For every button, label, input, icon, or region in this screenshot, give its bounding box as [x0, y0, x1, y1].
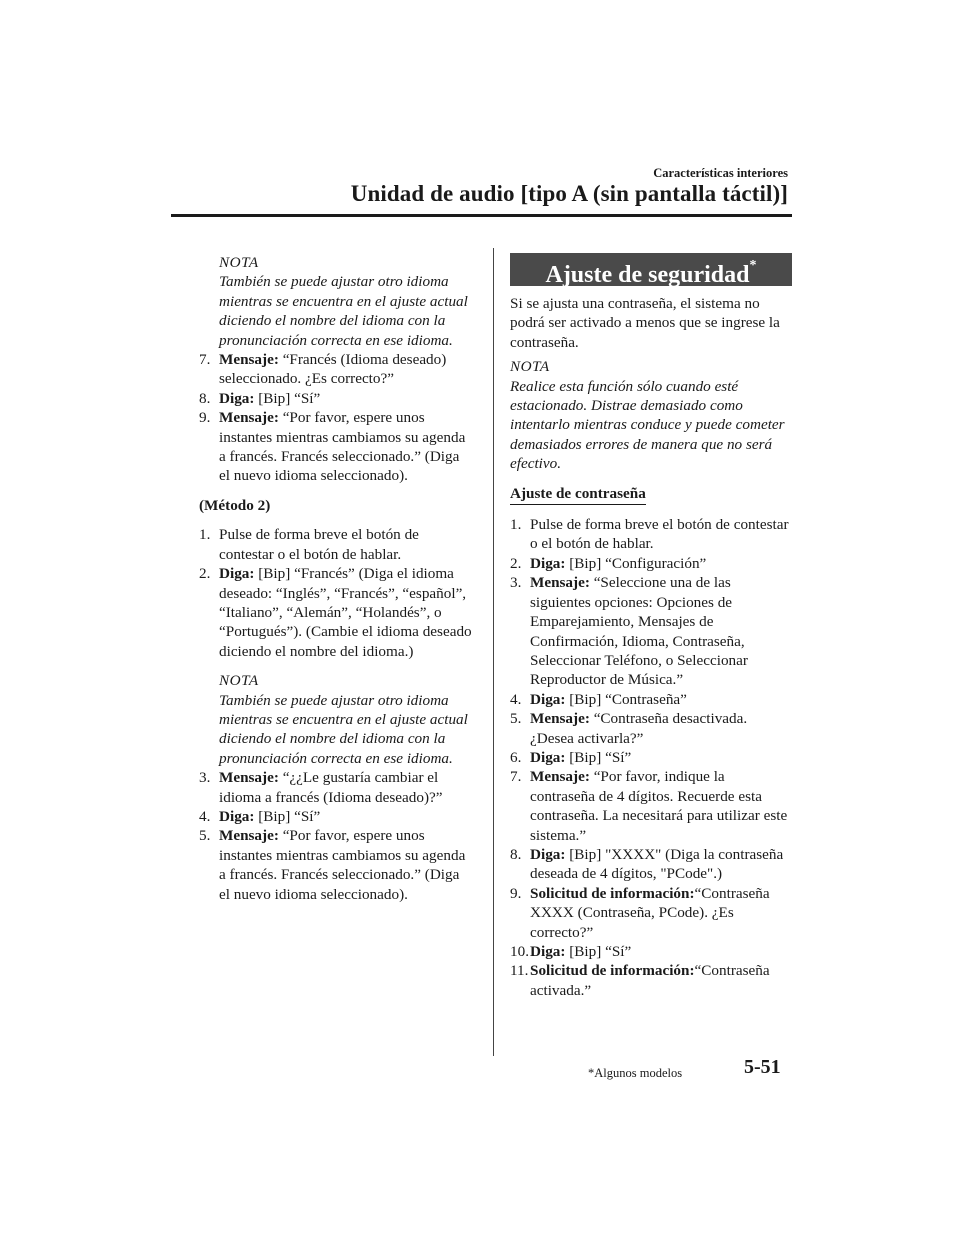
column-divider [493, 248, 494, 1056]
item-label: Diga: [219, 565, 255, 583]
item-number: 4. [199, 807, 211, 825]
item-number: 5. [199, 827, 211, 845]
item-number: 8. [199, 389, 211, 407]
note-block [219, 253, 473, 350]
item-number: 8. [510, 845, 522, 863]
list-item [199, 350, 473, 389]
item-text: “Por favor, espere unos instantes mientras cambiamos su agenda a francés. Francés seleccionado.” (Diga el nuevo idioma seleccionado). [219, 409, 466, 485]
item-label: Mensaje: [219, 769, 279, 787]
note-text: También se puede ajustar otro idioma mientras se encuentra en el ajuste actual diciendo el nombre del idioma con la pronunciación correcta en ese idioma. [219, 691, 468, 767]
method-heading: (Método 2) [199, 496, 271, 514]
note-label: NOTA [510, 358, 550, 376]
item-number: 4. [510, 690, 522, 708]
item-label: Diga: [219, 807, 255, 825]
list-item [199, 826, 473, 904]
item-text: “Seleccione una de las siguientes opciones: Opciones de Emparejamiento, Mensajes de Confirmación, Idioma, Contraseña, Seleccionar Teléfono, o Seleccionar Reproductor de Música.” [530, 574, 748, 689]
item-text: “Contraseña XXXX (Contraseña, PCode). ¿Es correcto?” [530, 884, 770, 941]
item-label: Diga: [219, 389, 255, 407]
banner-title: Ajuste de seguridad [545, 262, 750, 288]
note-block [510, 357, 792, 473]
item-text: “Por favor, indique la contraseña de 4 dígitos. Recuerde esta contraseña. La necesitará para utilizar este sistema.” [530, 768, 788, 844]
banner-asterisk: * [749, 258, 757, 273]
list-item [510, 961, 792, 1000]
item-number: 7. [510, 768, 522, 786]
list-item [199, 525, 473, 564]
item-text: “Contraseña desactivada. ¿Desea activarla?” [530, 710, 748, 747]
list-item [199, 564, 473, 661]
note-text: Realice esta función sólo cuando esté estacionado. Distrae demasiado como intentarlo mientras conduce y puede cometer demasiados errores de manera que no será efectivo. [510, 377, 785, 473]
note-text: También se puede ajustar otro idioma mientras se encuentra en el ajuste actual diciendo el nombre del idioma con la pronunciación correcta en ese idioma. [219, 273, 468, 349]
list-item [510, 767, 792, 845]
item-number: 9. [199, 409, 211, 427]
item-number: 7. [199, 351, 211, 369]
item-text: Pulse de forma breve el botón de contestar o el botón de hablar. [530, 516, 789, 553]
sub-heading: Ajuste de contraseña [510, 484, 646, 505]
item-label: Mensaje: [219, 409, 279, 427]
list-item [199, 389, 473, 408]
note-label: NOTA [219, 672, 259, 690]
item-label: Solicitud de información: [530, 884, 695, 902]
list-item [510, 845, 792, 884]
item-text: [Bip] “Francés” (Diga el idioma deseado: “Inglés”, “Francés”, “español”, “Italiano”, “Alemán”, “Holandés”, o “Portugués”). (Cambie el idioma deseado diciendo el nombre del idioma.) [219, 565, 472, 660]
list-item [510, 554, 792, 573]
list-item [199, 807, 473, 826]
item-number: 2. [199, 565, 211, 583]
list-item [510, 573, 792, 689]
right-column [510, 253, 792, 1000]
item-label: Diga: [530, 943, 566, 960]
footnote: *Algunos modelos [588, 1066, 683, 1080]
item-number: 3. [199, 769, 211, 787]
item-text: [Bip] "XXXX" (Diga la contraseña deseada de 4 dígitos, "PCode".) [530, 845, 784, 883]
item-text: [Bip] “Sí” [254, 389, 321, 407]
item-number: 6. [510, 748, 522, 766]
list-item [199, 768, 473, 807]
item-label: Mensaje: [530, 768, 590, 786]
item-label: Mensaje: [219, 351, 279, 369]
page-number: 5-51 [744, 1056, 781, 1078]
list-item [510, 515, 792, 554]
item-label: Diga: [530, 845, 566, 863]
list-item [510, 942, 792, 961]
list-item [510, 748, 792, 767]
item-text: [Bip] “Contraseña” [565, 690, 687, 708]
item-text: “Por favor, espere unos instantes mientras cambiamos su agenda a francés. Francés seleccionado.” (Diga el nuevo idioma seleccionado). [219, 827, 466, 903]
item-label: Solicitud de información: [530, 962, 695, 980]
item-text: [Bip] “Sí” [565, 748, 632, 766]
header-rule [171, 214, 792, 217]
item-text: Pulse de forma breve el botón de contestar o el botón de hablar. [219, 526, 419, 563]
item-number: 1. [199, 526, 211, 544]
item-label: Diga: [530, 748, 566, 766]
item-number: 9. [510, 884, 522, 902]
list-item [199, 408, 473, 486]
item-label: Mensaje: [219, 827, 279, 845]
item-text: “Contraseña activada.” [530, 962, 770, 999]
intro-paragraph: Si se ajusta una contraseña, el sistema no podrá ser activado a menos que se ingrese la contraseña. [510, 295, 780, 351]
left-column [199, 253, 473, 904]
item-text: “Francés (Idioma deseado) seleccionado. ¿Es correcto?” [219, 351, 447, 388]
item-number: 3. [510, 574, 522, 592]
item-text: [Bip] “Sí” [254, 807, 321, 825]
list-item [510, 709, 792, 748]
item-number: 11. [510, 962, 529, 980]
item-label: Mensaje: [530, 710, 590, 728]
section-category: Características interiores [653, 166, 788, 180]
item-number: 10. [510, 943, 529, 960]
item-label: Diga: [530, 690, 566, 708]
item-text: [Bip] “Configuración” [565, 554, 707, 572]
item-number: 1. [510, 516, 522, 534]
item-label: Diga: [530, 554, 566, 572]
item-number: 5. [510, 710, 522, 728]
list-item [510, 884, 792, 942]
item-text: [Bip] “Sí” [565, 943, 632, 960]
item-text: “¿¿Le gustaría cambiar el idioma a francés (Idioma deseado)?” [219, 769, 443, 806]
note-label: NOTA [219, 254, 259, 271]
list-item [510, 690, 792, 709]
item-label: Mensaje: [530, 574, 590, 592]
page-title: Unidad de audio [tipo A (sin pantalla táctil)] [350, 181, 788, 206]
section-banner [510, 253, 792, 286]
note-block [219, 671, 473, 768]
item-number: 2. [510, 554, 522, 572]
